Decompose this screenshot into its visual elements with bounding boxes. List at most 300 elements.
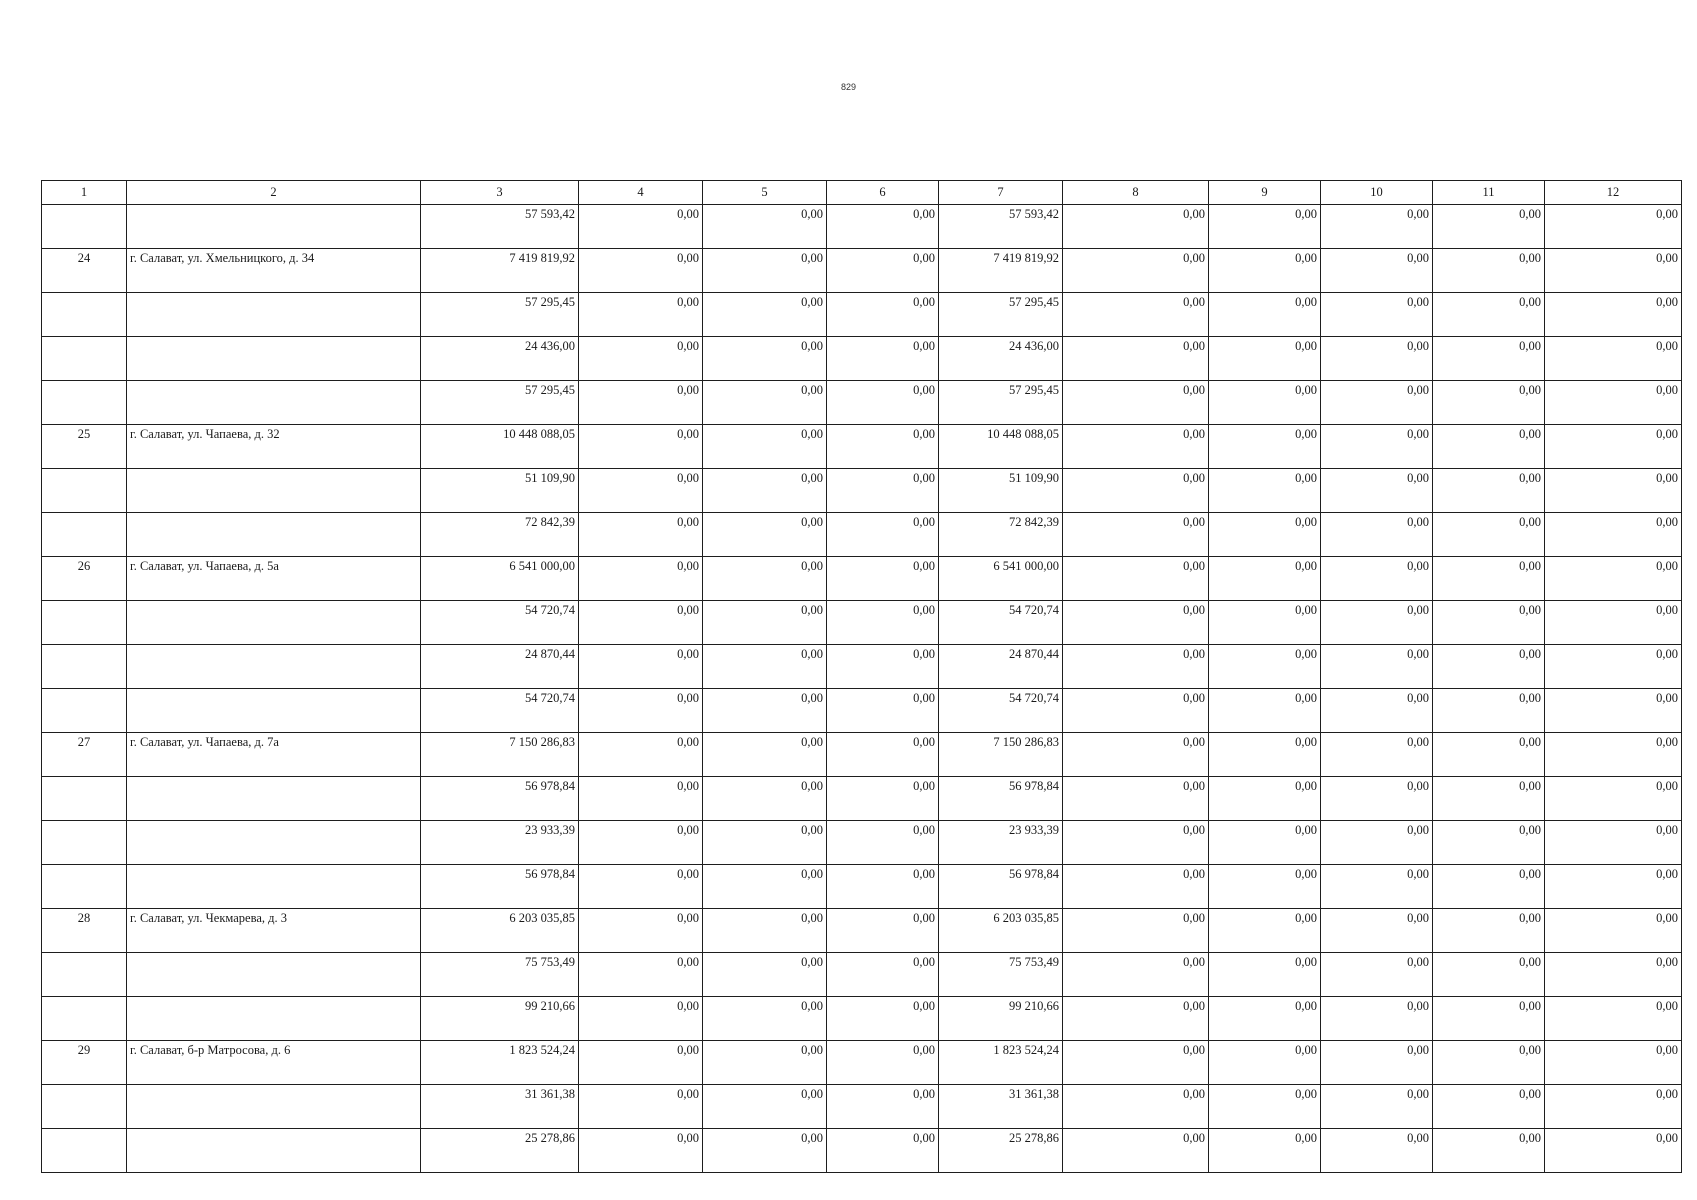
value-cell: 0,00: [1321, 1085, 1433, 1129]
value-cell: 0,00: [1545, 645, 1682, 689]
table-row: [42, 381, 1682, 425]
value-cell: 0,00: [1063, 1129, 1209, 1173]
value-cell: 0,00: [703, 337, 827, 381]
table-row: [42, 469, 1682, 513]
value-cell: 24 870,44: [939, 645, 1063, 689]
address-cell: [127, 645, 421, 689]
value-cell: 0,00: [1433, 689, 1545, 733]
value-cell: 0,00: [1063, 821, 1209, 865]
value-cell: 0,00: [1063, 1085, 1209, 1129]
value-cell: 72 842,39: [421, 513, 579, 557]
value-cell: 0,00: [827, 821, 939, 865]
address-cell: [127, 513, 421, 557]
value-cell: 7 419 819,92: [421, 249, 579, 293]
value-cell: 0,00: [827, 1085, 939, 1129]
value-cell: 0,00: [579, 293, 703, 337]
value-cell: 0,00: [1063, 425, 1209, 469]
value-cell: 0,00: [1209, 601, 1321, 645]
value-cell: 0,00: [579, 689, 703, 733]
value-cell: 0,00: [827, 865, 939, 909]
row-number: [42, 645, 127, 689]
value-cell: 0,00: [1433, 953, 1545, 997]
value-cell: 0,00: [1545, 205, 1682, 249]
value-cell: 0,00: [1433, 513, 1545, 557]
table-body: [42, 205, 1682, 1173]
value-cell: 0,00: [1063, 601, 1209, 645]
value-cell: 0,00: [1545, 953, 1682, 997]
value-cell: 31 361,38: [421, 1085, 579, 1129]
value-cell: 0,00: [1433, 1085, 1545, 1129]
value-cell: 0,00: [579, 865, 703, 909]
value-cell: 0,00: [1545, 733, 1682, 777]
value-cell: 0,00: [1209, 425, 1321, 469]
address-cell: [127, 381, 421, 425]
column-header: 7: [939, 181, 1063, 205]
value-cell: 54 720,74: [421, 601, 579, 645]
value-cell: 0,00: [1063, 733, 1209, 777]
value-cell: 0,00: [827, 469, 939, 513]
value-cell: 0,00: [1545, 689, 1682, 733]
value-cell: 6 203 035,85: [939, 909, 1063, 953]
value-cell: 0,00: [1063, 249, 1209, 293]
value-cell: 0,00: [703, 469, 827, 513]
row-number: [42, 293, 127, 337]
value-cell: 0,00: [703, 1129, 827, 1173]
value-cell: 0,00: [1545, 997, 1682, 1041]
value-cell: 0,00: [1433, 249, 1545, 293]
value-cell: 31 361,38: [939, 1085, 1063, 1129]
value-cell: 0,00: [1063, 689, 1209, 733]
value-cell: 0,00: [1209, 645, 1321, 689]
value-cell: 54 720,74: [939, 689, 1063, 733]
value-cell: 0,00: [1433, 425, 1545, 469]
table-row: [42, 733, 1682, 777]
value-cell: 10 448 088,05: [421, 425, 579, 469]
value-cell: 0,00: [579, 733, 703, 777]
row-number: [42, 513, 127, 557]
value-cell: 0,00: [1209, 909, 1321, 953]
table-row: [42, 601, 1682, 645]
value-cell: 0,00: [1209, 469, 1321, 513]
row-number: [42, 1129, 127, 1173]
value-cell: 0,00: [1433, 205, 1545, 249]
address-cell: г. Салават, ул. Чапаева, д. 7а: [127, 733, 421, 777]
value-cell: 0,00: [1545, 865, 1682, 909]
value-cell: 54 720,74: [421, 689, 579, 733]
value-cell: 23 933,39: [421, 821, 579, 865]
row-number: [42, 997, 127, 1041]
table-row: [42, 865, 1682, 909]
value-cell: 0,00: [1321, 689, 1433, 733]
value-cell: 0,00: [1545, 425, 1682, 469]
value-cell: 0,00: [1433, 469, 1545, 513]
value-cell: 0,00: [1545, 557, 1682, 601]
value-cell: 0,00: [1063, 381, 1209, 425]
value-cell: 0,00: [1321, 513, 1433, 557]
row-number: 25: [42, 425, 127, 469]
value-cell: 0,00: [1321, 293, 1433, 337]
value-cell: 0,00: [1321, 425, 1433, 469]
value-cell: 0,00: [579, 821, 703, 865]
value-cell: 0,00: [1433, 1129, 1545, 1173]
value-cell: 0,00: [1545, 821, 1682, 865]
value-cell: 0,00: [1545, 513, 1682, 557]
value-cell: 1 823 524,24: [939, 1041, 1063, 1085]
value-cell: 0,00: [1063, 777, 1209, 821]
row-number: 24: [42, 249, 127, 293]
value-cell: 0,00: [579, 1041, 703, 1085]
value-cell: 51 109,90: [421, 469, 579, 513]
value-cell: 0,00: [1321, 1041, 1433, 1085]
value-cell: 56 978,84: [939, 777, 1063, 821]
value-cell: 0,00: [1063, 1041, 1209, 1085]
column-header: 9: [1209, 181, 1321, 205]
address-cell: г. Салават, ул. Чапаева, д. 5а: [127, 557, 421, 601]
value-cell: 57 593,42: [421, 205, 579, 249]
value-cell: 0,00: [1545, 1129, 1682, 1173]
value-cell: 0,00: [579, 601, 703, 645]
value-cell: 0,00: [827, 381, 939, 425]
value-cell: 0,00: [1321, 469, 1433, 513]
value-cell: 75 753,49: [939, 953, 1063, 997]
address-cell: [127, 997, 421, 1041]
value-cell: 0,00: [1209, 205, 1321, 249]
table-row: [42, 513, 1682, 557]
value-cell: 0,00: [579, 997, 703, 1041]
value-cell: 99 210,66: [939, 997, 1063, 1041]
value-cell: 0,00: [703, 997, 827, 1041]
value-cell: 6 203 035,85: [421, 909, 579, 953]
value-cell: 0,00: [1433, 865, 1545, 909]
row-number: [42, 953, 127, 997]
value-cell: 0,00: [579, 337, 703, 381]
value-cell: 0,00: [827, 557, 939, 601]
value-cell: 0,00: [1321, 381, 1433, 425]
address-cell: г. Салават, ул. Чекмарева, д. 3: [127, 909, 421, 953]
value-cell: 0,00: [1433, 777, 1545, 821]
value-cell: 72 842,39: [939, 513, 1063, 557]
value-cell: 0,00: [703, 425, 827, 469]
value-cell: 0,00: [1321, 821, 1433, 865]
value-cell: 0,00: [1063, 953, 1209, 997]
value-cell: 0,00: [579, 381, 703, 425]
value-cell: 0,00: [1433, 909, 1545, 953]
value-cell: 56 978,84: [421, 777, 579, 821]
address-cell: г. Салават, ул. Чапаева, д. 32: [127, 425, 421, 469]
table-row: [42, 909, 1682, 953]
value-cell: 0,00: [1545, 1041, 1682, 1085]
value-cell: 0,00: [579, 425, 703, 469]
column-header: 2: [127, 181, 421, 205]
value-cell: 0,00: [579, 777, 703, 821]
column-header: 10: [1321, 181, 1433, 205]
value-cell: 0,00: [1063, 293, 1209, 337]
value-cell: 0,00: [703, 1041, 827, 1085]
value-cell: 0,00: [703, 909, 827, 953]
row-number: [42, 821, 127, 865]
row-number: [42, 777, 127, 821]
value-cell: 0,00: [579, 469, 703, 513]
value-cell: 1 823 524,24: [421, 1041, 579, 1085]
value-cell: 0,00: [1433, 381, 1545, 425]
value-cell: 0,00: [1209, 249, 1321, 293]
column-header: 5: [703, 181, 827, 205]
column-header: 4: [579, 181, 703, 205]
value-cell: 0,00: [1209, 689, 1321, 733]
value-cell: 57 295,45: [939, 293, 1063, 337]
value-cell: 0,00: [1433, 601, 1545, 645]
header-row: [42, 181, 1682, 205]
table-header: [42, 181, 1682, 205]
value-cell: 0,00: [1209, 953, 1321, 997]
table-row: [42, 777, 1682, 821]
value-cell: 0,00: [1209, 777, 1321, 821]
value-cell: 0,00: [1063, 513, 1209, 557]
value-cell: 0,00: [827, 1041, 939, 1085]
table-row: [42, 821, 1682, 865]
value-cell: 99 210,66: [421, 997, 579, 1041]
row-number: [42, 689, 127, 733]
value-cell: 0,00: [1321, 865, 1433, 909]
table-row: [42, 425, 1682, 469]
column-header: 1: [42, 181, 127, 205]
value-cell: 0,00: [1545, 381, 1682, 425]
value-cell: 0,00: [703, 953, 827, 997]
value-cell: 0,00: [1209, 513, 1321, 557]
value-cell: 54 720,74: [939, 601, 1063, 645]
value-cell: 7 150 286,83: [939, 733, 1063, 777]
value-cell: 0,00: [1545, 337, 1682, 381]
value-cell: 6 541 000,00: [421, 557, 579, 601]
value-cell: 0,00: [827, 777, 939, 821]
value-cell: 0,00: [827, 953, 939, 997]
column-header: 6: [827, 181, 939, 205]
address-cell: [127, 1129, 421, 1173]
value-cell: 23 933,39: [939, 821, 1063, 865]
table-row: [42, 337, 1682, 381]
value-cell: 0,00: [579, 205, 703, 249]
value-cell: 0,00: [1321, 733, 1433, 777]
value-cell: 0,00: [1063, 645, 1209, 689]
value-cell: 0,00: [579, 645, 703, 689]
value-cell: 0,00: [579, 557, 703, 601]
value-cell: 10 448 088,05: [939, 425, 1063, 469]
value-cell: 0,00: [1321, 205, 1433, 249]
value-cell: 0,00: [1209, 1041, 1321, 1085]
value-cell: 0,00: [827, 689, 939, 733]
table-row: [42, 953, 1682, 997]
value-cell: 24 870,44: [421, 645, 579, 689]
value-cell: 0,00: [1063, 469, 1209, 513]
value-cell: 56 978,84: [421, 865, 579, 909]
row-number: [42, 601, 127, 645]
value-cell: 0,00: [579, 513, 703, 557]
value-cell: 57 295,45: [939, 381, 1063, 425]
column-header: 11: [1433, 181, 1545, 205]
value-cell: 0,00: [703, 381, 827, 425]
value-cell: 0,00: [703, 733, 827, 777]
value-cell: 0,00: [1321, 601, 1433, 645]
table-row: [42, 249, 1682, 293]
value-cell: 0,00: [1063, 557, 1209, 601]
value-cell: 6 541 000,00: [939, 557, 1063, 601]
value-cell: 0,00: [579, 909, 703, 953]
address-cell: [127, 777, 421, 821]
value-cell: 0,00: [703, 205, 827, 249]
value-cell: 0,00: [827, 513, 939, 557]
address-cell: [127, 601, 421, 645]
value-cell: 0,00: [827, 1129, 939, 1173]
address-cell: [127, 469, 421, 513]
value-cell: 0,00: [1433, 293, 1545, 337]
value-cell: 0,00: [1209, 997, 1321, 1041]
data-table: [41, 180, 1682, 1173]
value-cell: 0,00: [1545, 293, 1682, 337]
value-cell: 0,00: [1433, 645, 1545, 689]
value-cell: 0,00: [827, 601, 939, 645]
value-cell: 0,00: [827, 645, 939, 689]
table-row: [42, 689, 1682, 733]
value-cell: 0,00: [579, 953, 703, 997]
value-cell: 0,00: [703, 645, 827, 689]
value-cell: 0,00: [1433, 1041, 1545, 1085]
value-cell: 0,00: [1433, 557, 1545, 601]
value-cell: 0,00: [1063, 337, 1209, 381]
value-cell: 0,00: [1321, 557, 1433, 601]
table-row: [42, 997, 1682, 1041]
value-cell: 7 419 819,92: [939, 249, 1063, 293]
value-cell: 0,00: [703, 293, 827, 337]
value-cell: 0,00: [827, 425, 939, 469]
value-cell: 0,00: [1321, 909, 1433, 953]
value-cell: 0,00: [579, 1129, 703, 1173]
value-cell: 0,00: [1063, 205, 1209, 249]
row-number: [42, 337, 127, 381]
address-cell: [127, 953, 421, 997]
value-cell: 0,00: [827, 293, 939, 337]
column-header: 3: [421, 181, 579, 205]
value-cell: 0,00: [1209, 1085, 1321, 1129]
value-cell: 0,00: [1321, 953, 1433, 997]
address-cell: [127, 1085, 421, 1129]
address-cell: г. Салават, ул. Хмельницкого, д. 34: [127, 249, 421, 293]
value-cell: 0,00: [1321, 777, 1433, 821]
value-cell: 51 109,90: [939, 469, 1063, 513]
value-cell: 0,00: [1545, 601, 1682, 645]
value-cell: 0,00: [1209, 337, 1321, 381]
row-number: 28: [42, 909, 127, 953]
table-row: [42, 293, 1682, 337]
table-row: [42, 645, 1682, 689]
value-cell: 25 278,86: [421, 1129, 579, 1173]
value-cell: 56 978,84: [939, 865, 1063, 909]
value-cell: 0,00: [1063, 997, 1209, 1041]
address-cell: [127, 821, 421, 865]
value-cell: 0,00: [703, 777, 827, 821]
value-cell: 0,00: [1321, 997, 1433, 1041]
value-cell: 7 150 286,83: [421, 733, 579, 777]
value-cell: 0,00: [1545, 909, 1682, 953]
address-cell: [127, 337, 421, 381]
value-cell: 75 753,49: [421, 953, 579, 997]
value-cell: 0,00: [1545, 469, 1682, 513]
value-cell: 24 436,00: [421, 337, 579, 381]
value-cell: 0,00: [579, 249, 703, 293]
address-cell: [127, 205, 421, 249]
value-cell: 0,00: [1063, 865, 1209, 909]
value-cell: 0,00: [1209, 865, 1321, 909]
value-cell: 57 295,45: [421, 293, 579, 337]
value-cell: 0,00: [1545, 1085, 1682, 1129]
value-cell: 0,00: [1433, 733, 1545, 777]
value-cell: 0,00: [703, 821, 827, 865]
value-cell: 0,00: [827, 249, 939, 293]
table-row: [42, 557, 1682, 601]
value-cell: 0,00: [827, 997, 939, 1041]
row-number: [42, 1085, 127, 1129]
value-cell: 0,00: [703, 249, 827, 293]
column-header: 8: [1063, 181, 1209, 205]
value-cell: 0,00: [1209, 821, 1321, 865]
value-cell: 0,00: [827, 909, 939, 953]
value-cell: 0,00: [1209, 381, 1321, 425]
value-cell: 0,00: [827, 205, 939, 249]
value-cell: 24 436,00: [939, 337, 1063, 381]
row-number: [42, 865, 127, 909]
value-cell: 0,00: [1545, 777, 1682, 821]
value-cell: 0,00: [1209, 557, 1321, 601]
value-cell: 57 593,42: [939, 205, 1063, 249]
value-cell: 0,00: [1433, 997, 1545, 1041]
value-cell: 0,00: [827, 733, 939, 777]
value-cell: 57 295,45: [421, 381, 579, 425]
row-number: [42, 205, 127, 249]
value-cell: 0,00: [703, 865, 827, 909]
table-row: [42, 205, 1682, 249]
value-cell: 0,00: [1321, 1129, 1433, 1173]
row-number: [42, 469, 127, 513]
address-cell: г. Салават, б-р Матросова, д. 6: [127, 1041, 421, 1085]
address-cell: [127, 293, 421, 337]
value-cell: 0,00: [1433, 821, 1545, 865]
address-cell: [127, 865, 421, 909]
page-number: 829: [840, 82, 857, 92]
value-cell: 0,00: [703, 557, 827, 601]
value-cell: 0,00: [579, 1085, 703, 1129]
row-number: 27: [42, 733, 127, 777]
value-cell: 0,00: [703, 513, 827, 557]
table-row: [42, 1129, 1682, 1173]
value-cell: 0,00: [1209, 733, 1321, 777]
row-number: 29: [42, 1041, 127, 1085]
value-cell: 0,00: [1209, 1129, 1321, 1173]
row-number: [42, 381, 127, 425]
value-cell: 0,00: [1433, 337, 1545, 381]
value-cell: 0,00: [1545, 249, 1682, 293]
value-cell: 0,00: [1209, 293, 1321, 337]
value-cell: 0,00: [1321, 645, 1433, 689]
address-cell: [127, 689, 421, 733]
table-row: [42, 1041, 1682, 1085]
table-row: [42, 1085, 1682, 1129]
value-cell: 0,00: [1321, 249, 1433, 293]
value-cell: 0,00: [1063, 909, 1209, 953]
column-header: 12: [1545, 181, 1682, 205]
row-number: 26: [42, 557, 127, 601]
value-cell: 25 278,86: [939, 1129, 1063, 1173]
value-cell: 0,00: [703, 689, 827, 733]
value-cell: 0,00: [1321, 337, 1433, 381]
